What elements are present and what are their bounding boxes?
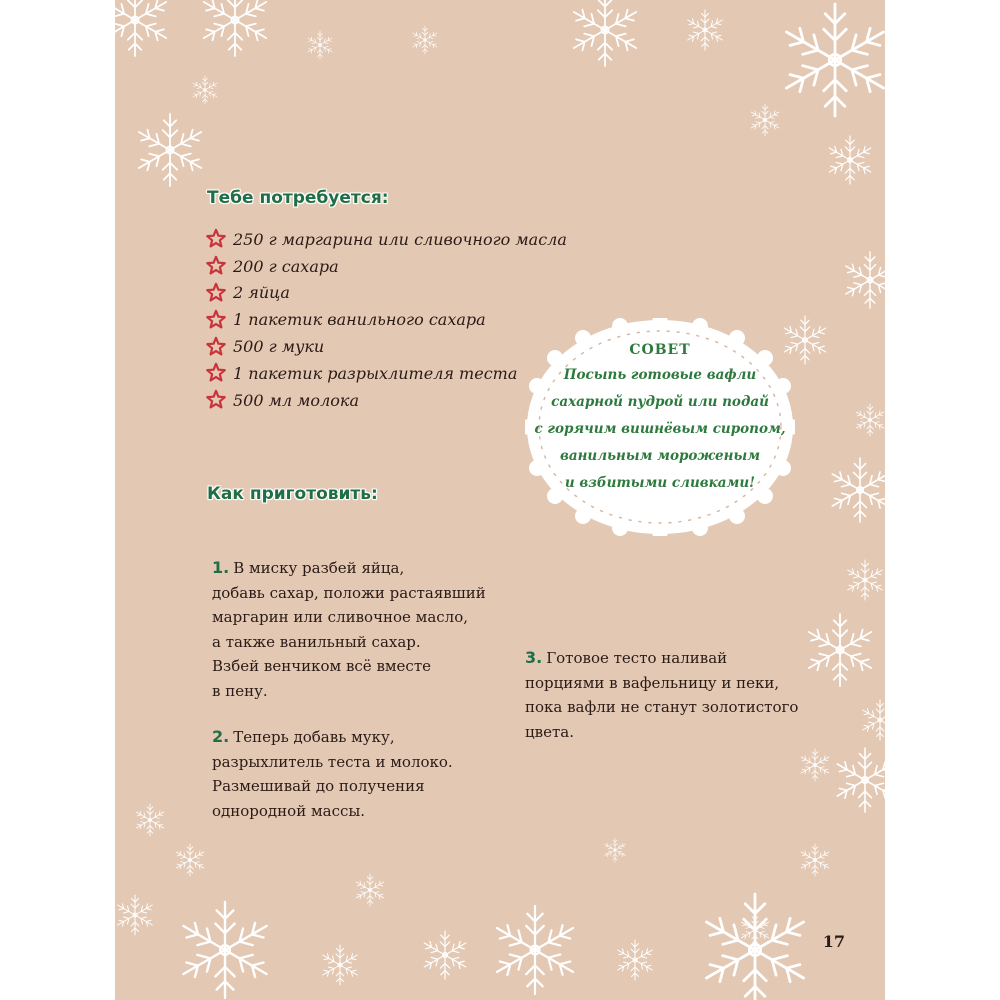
step-1 [212, 556, 486, 703]
star-icon [205, 336, 227, 358]
snowflake-icon [306, 31, 333, 59]
snowflake-icon [616, 940, 655, 980]
step-line: Взбей венчиком всё вместе [212, 657, 432, 675]
star-icon [205, 255, 227, 277]
tip-title: СОВЕТ [629, 342, 691, 358]
step-2 [212, 725, 453, 823]
step-3 [525, 646, 798, 744]
snowflake-icon [834, 748, 885, 812]
ingredient-text: 2 яйца [233, 283, 290, 303]
snowflake-icon [827, 136, 873, 184]
snowflake-icon [750, 104, 781, 136]
snowflake-icon [800, 749, 831, 781]
star-icon [205, 228, 227, 250]
snowflake-icon [740, 914, 771, 946]
step-line: в пену. [212, 681, 268, 700]
tip-content [525, 342, 795, 497]
step-line: В миску разбей яйца, [233, 559, 405, 577]
snowflake-icon [686, 10, 725, 50]
snowflake-icon [411, 26, 438, 54]
ingredient-text: 1 пакетик разрыхлителя теста [233, 363, 518, 383]
list-item [205, 333, 567, 360]
tip-line: и взбитыми сливками! [564, 475, 756, 491]
snowflake-icon [800, 844, 831, 876]
step-line: маргарин или сливочное масло, [212, 608, 469, 626]
snowflake-icon [135, 804, 166, 836]
snowflake-icon [570, 0, 640, 66]
step-line: цвета. [525, 722, 574, 741]
step-line: Готовое тесто наливай [546, 649, 728, 667]
snowflake-icon [191, 76, 218, 104]
star-icon [205, 309, 227, 331]
step-line: добавь сахар, положи растаявший [212, 583, 486, 602]
tip-line: сахарной пудрой или подай [551, 394, 769, 410]
snowflake-icon [116, 895, 155, 935]
ingredient-text: 1 пакетик ванильного сахара [233, 310, 486, 330]
ingredient-text: 500 г муки [233, 337, 325, 357]
list-item [205, 280, 567, 307]
snowflake-icon [321, 945, 360, 985]
star-icon [205, 389, 227, 411]
list-item [205, 253, 567, 280]
ingredient-text: 500 мл молока [233, 390, 359, 410]
step-line: а также ванильный сахар. [212, 632, 421, 651]
step-line: однородной массы. [212, 801, 366, 820]
step-line: Теперь добавь муку, [233, 728, 395, 746]
tip-callout [525, 318, 795, 536]
tip-line: Посыпь готовые вафли [563, 367, 757, 383]
snowflake-icon [422, 931, 468, 979]
snowflake-icon [781, 4, 885, 116]
step-number: 3. [525, 648, 543, 667]
snowflake-icon [805, 614, 875, 686]
ingredients-heading: Тебе потребуется: [207, 188, 389, 208]
ingredient-list [205, 226, 567, 414]
step-number: 2. [212, 727, 230, 746]
list-item [205, 360, 567, 387]
star-icon [205, 282, 227, 304]
ingredient-text: 250 г маргарина или сливочного масла [233, 229, 567, 249]
tip-line: ванильным мороженым [559, 448, 761, 464]
step-line: пока вафли не станут золотистого [525, 698, 799, 716]
snowflake-icon [175, 844, 206, 876]
tip-line: с горячим вишнёвым сиропом, [534, 421, 786, 437]
snowflake-icon [135, 114, 205, 186]
snowflake-icon [861, 700, 885, 740]
list-item [205, 387, 567, 414]
list-item [205, 226, 567, 253]
snowflake-icon [355, 874, 386, 906]
step-line: Размешивай до получения [212, 777, 425, 795]
book-page [115, 0, 885, 1000]
star-icon [205, 362, 227, 384]
snowflake-icon [115, 0, 170, 56]
snowflake-icon [200, 0, 270, 56]
step-line: порциями в вафельницу и пеки, [525, 673, 780, 692]
snowflake-icon [829, 458, 885, 522]
snowflake-icon [846, 560, 885, 600]
snowflake-icon [179, 902, 272, 998]
snowflake-icon [492, 906, 577, 994]
snowflake-icon [843, 252, 885, 308]
ingredient-text: 200 г сахара [233, 256, 339, 276]
method-heading: Как приготовить: [207, 484, 378, 504]
snowflake-icon [603, 838, 626, 862]
snowflake-icon [855, 404, 885, 436]
step-number: 1. [212, 558, 230, 577]
page-number: 17 [822, 932, 845, 951]
step-line: разрыхлитель теста и молоко. [212, 752, 453, 771]
list-item [205, 306, 567, 333]
snowflake-icon [701, 894, 809, 1000]
